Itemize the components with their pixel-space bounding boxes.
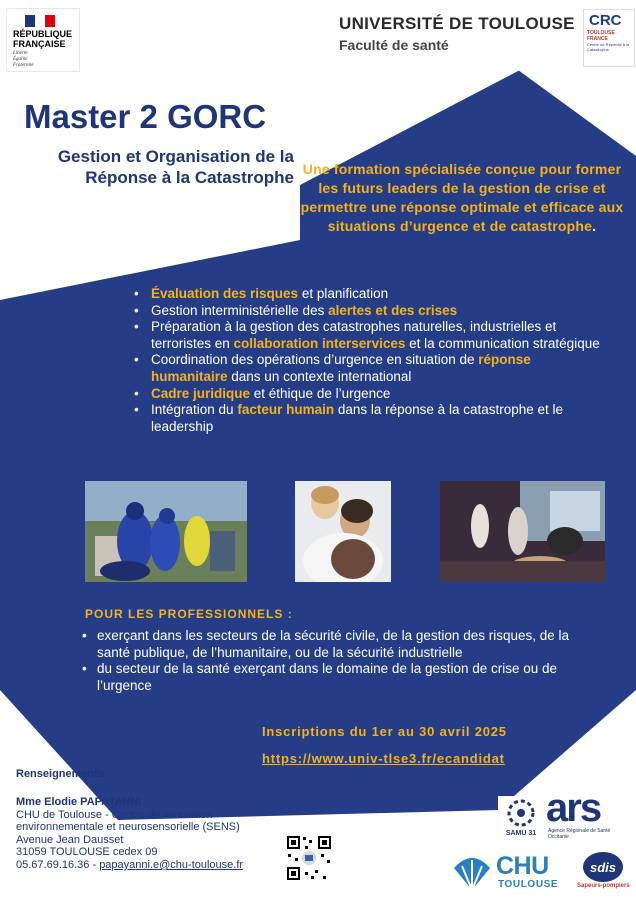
list-item: • Évaluation des risques et planification [134, 286, 604, 303]
contact-heading: Renseignements : [16, 768, 111, 780]
list-item: • Préparation à la gestion des catastrophes naturelles, industrielles et terroristes en collaboration interservices et la communication stratégique [134, 319, 604, 352]
subtitle-line-1: Gestion et Organisation de la [57, 147, 294, 166]
rf-line1: RÉPUBLIQUE [13, 29, 73, 39]
ars-name: ars [546, 786, 601, 830]
photo-hazmat-responders [85, 481, 247, 582]
sdis-badge-icon [574, 850, 632, 884]
rf-motto: Liberté Égalité Fraternité [13, 51, 34, 68]
samu-star-icon [498, 796, 544, 830]
list-item: • Cadre juridique et éthique de l’urgence [134, 386, 604, 403]
chu-shell-icon [450, 852, 494, 892]
rf-line2: FRANÇAISE [13, 39, 66, 49]
contact-phone: 05.67.69.16.36 - [16, 858, 100, 871]
contact-name: Mme Elodie PAPAYANNI [16, 796, 142, 808]
svg-text:sdis: sdis [589, 860, 617, 875]
crc-sub: TOULOUSE FRANCE [587, 30, 615, 42]
subtitle-line-2: Réponse à la Catastrophe [85, 168, 294, 187]
contact-block: Mme Elodie PAPAYANNI CHU de Toulouse - Centre de simulation environnementale et neurosensorielle (SENS) Avenue Jean Dausset 31059 TOULOUSE cedex 09 05.67.69.16.36 - papayanni.e@chu-toulouse.fr [16, 796, 286, 872]
sdis-logo [574, 850, 632, 896]
ars-logo [546, 786, 632, 842]
subtitle [0, 146, 294, 188]
chu-city: TOULOUSE [498, 879, 559, 890]
list-item: • du secteur de la santé exerçant dans le domaine de la gestion de crise ou de l’urgence [82, 661, 602, 694]
list-item: • Gestion interministérielle des alertes et des crises [134, 303, 604, 320]
list-item: • Coordination des opérations d’urgence en situation de réponse humanitaire dans un contexte international [134, 352, 604, 385]
samu-logo [498, 796, 544, 842]
contact-email[interactable]: papayanni.e@chu-toulouse.fr [99, 858, 244, 871]
sdis-name: Sapeurs-pompiers [577, 883, 630, 889]
crc-desc: Centre de Réponse à la Catastrophe [587, 42, 630, 52]
chu-name: CHU [496, 852, 549, 880]
ars-subtitle: Agence Régionale de Santé Occitanie [548, 828, 611, 840]
universite-toulouse-logo [331, 9, 575, 59]
faculty-name: Faculté de santé [339, 37, 449, 53]
professionals-list [82, 628, 602, 694]
page-title: Master 2 GORC [24, 98, 267, 135]
crc-name: CRC [589, 12, 622, 29]
photo-care-embrace [295, 481, 391, 582]
french-flag-icon [25, 15, 55, 27]
qr-code[interactable] [285, 834, 333, 882]
intro-text: Une formation spécialisée conçue pour former les futurs leaders de la gestion de crise et permettre une réponse optimale et efficace aux situations d’urgence et de catastrophe. [300, 161, 624, 234]
list-item: • exerçant dans les secteurs de la sécurité civile, de la gestion des risques, de la santé publique, de l’humanitaire, ou de la sécurité industrielle [82, 628, 602, 661]
objectives-list [134, 286, 604, 435]
crc-logo [583, 9, 635, 67]
photo-simulation-room [440, 481, 605, 582]
chu-logo [450, 850, 568, 894]
inscription-dates: Inscriptions du 1er au 30 avril 2025 [262, 724, 507, 739]
republique-francaise-logo [6, 8, 80, 72]
application-link[interactable]: https://www.univ-tlse3.fr/ecandidat [262, 751, 505, 766]
professionals-heading: POUR LES PROFESSIONNELS : [85, 607, 293, 621]
list-item: • Intégration du facteur humain dans la réponse à la catastrophe et le leadership [134, 402, 604, 435]
university-name: UNIVERSITÉ DE TOULOUSE [339, 14, 575, 33]
samu-label: SAMU 31 [505, 830, 537, 837]
